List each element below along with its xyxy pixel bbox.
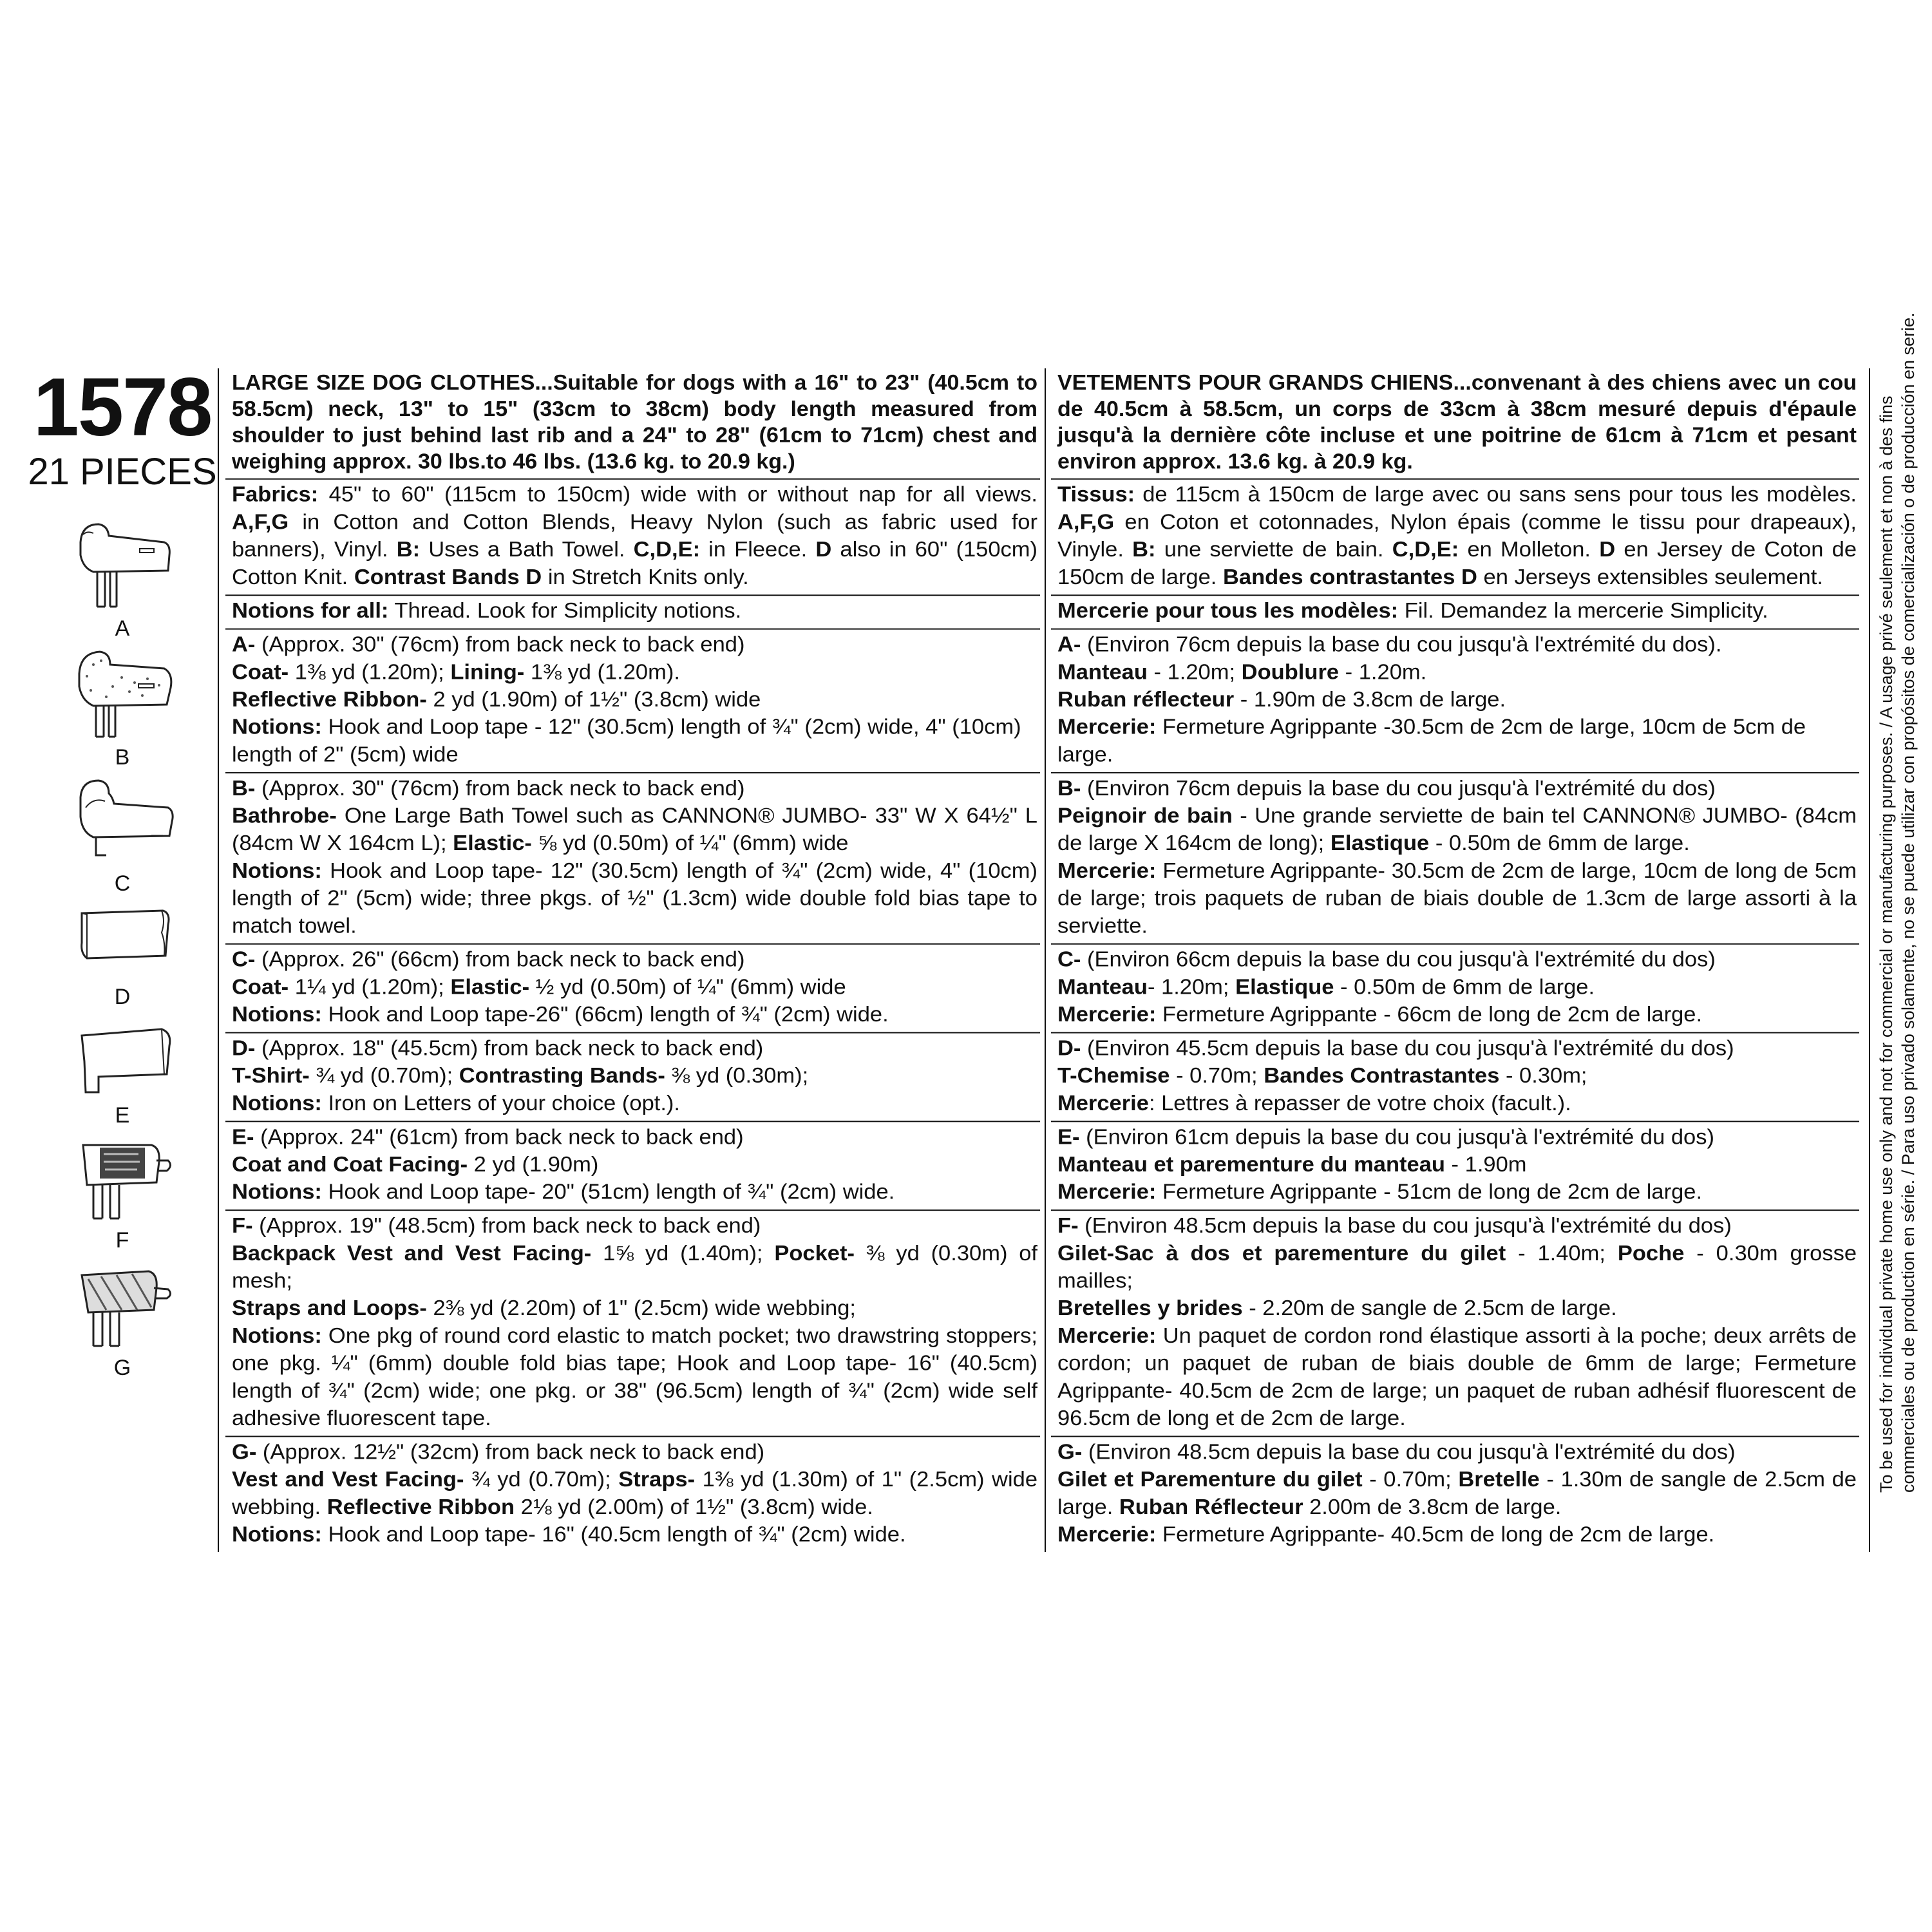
en-view-e — [225, 1122, 1040, 1211]
fr-view-f — [1051, 1211, 1859, 1437]
en-d-length: (Approx. 18" (45.5cm) from back neck to back end) — [255, 1036, 764, 1061]
fr-f-label: F- — [1057, 1213, 1079, 1238]
fr-c-item: Manteau — [1057, 975, 1148, 999]
en-g-item: Straps- — [618, 1467, 696, 1492]
fr-fabrics-text-5: en Jersey de Coton de 150cm de large. — [1057, 537, 1857, 589]
en-f-value: 2⅜ yd (2.20m) of 1" (2.5cm) wide webbing; — [426, 1296, 856, 1320]
fr-f-value: - 1.40m; — [1506, 1241, 1618, 1265]
en-d-notions-label: Notions: — [232, 1091, 322, 1115]
fr-g-length: (Environ 48.5cm depuis la base du cou jusqu'à l'extrémité du dos) — [1082, 1440, 1736, 1464]
en-b-notions-label: Notions: — [232, 858, 322, 883]
en-a-length: (Approx. 30" (76cm) from back neck to back end) — [255, 632, 745, 657]
en-notions-all-text: Thread. Look for Simplicity notions. — [388, 599, 742, 623]
fr-g-notions-label: Mercerie: — [1057, 1522, 1157, 1547]
fr-b-value: - Une grande serviette de bain tel CANNON® JUMBO- (84cm de large X 164cm de long); — [1057, 804, 1857, 855]
fr-fabrics-text-1: de 115cm à 150cm de large avec ou sans sens pour tous les modèles. — [1135, 482, 1857, 507]
en-f-value: ⅜ yd (0.30m) of mesh; — [232, 1241, 1038, 1293]
en-a-value: 1⅜ yd (1.20m). — [524, 660, 680, 685]
fr-f-item: Poche — [1617, 1241, 1685, 1265]
fr-fabrics — [1051, 480, 1859, 596]
en-a-item: Coat- — [232, 660, 289, 685]
fr-fabrics-text-3: une serviette de bain. — [1155, 537, 1392, 562]
en-c-value: 1¼ yd (1.20m); — [289, 975, 451, 999]
fr-f-notions-label: Mercerie: — [1057, 1323, 1157, 1348]
view-label-f: F — [115, 1228, 129, 1253]
en-c-notions-text: Hook and Loop tape-26" (66cm) length of ¾" (2cm) wide. — [321, 1002, 889, 1027]
fr-f-item: Gilet-Sac à dos et parementure du gilet — [1057, 1241, 1506, 1265]
en-fabrics-text-5: also in 60" (150cm) Cotton Knit. — [232, 537, 1037, 589]
fr-a-label: A- — [1057, 632, 1081, 657]
en-c-length: (Approx. 26" (66cm) from back neck to back end) — [255, 947, 745, 972]
dog-fleece-coat-icon — [68, 772, 177, 868]
fr-fabrics-text-4: en Molleton. — [1459, 537, 1600, 562]
en-b-value: ⅝ yd (0.50m) of ¼" (6mm) wide — [531, 831, 849, 855]
fr-fabrics-text-2: en Coton et cotonnades, Nylon épais (comme le tissu pour drapeaux), Vinyle. — [1057, 510, 1857, 562]
view-sketch-c — [52, 772, 193, 896]
en-c-item: Elastic- — [450, 975, 530, 999]
fr-g-item: Bretelle — [1458, 1467, 1540, 1492]
en-a-item: Lining- — [450, 660, 525, 685]
fr-view-d — [1051, 1034, 1859, 1122]
fr-b-label: B- — [1057, 776, 1081, 800]
en-view-g — [225, 1437, 1040, 1552]
en-g-length: (Approx. 12½" (32cm) from back neck to back end) — [256, 1440, 765, 1464]
fr-d-value: - 0.70m; — [1170, 1064, 1264, 1088]
fr-fabrics-views-4: D — [1599, 537, 1616, 562]
usage-notice — [1875, 269, 1919, 1493]
view-label-c: C — [114, 871, 131, 896]
en-view-a — [225, 630, 1040, 773]
en-d-label: D- — [232, 1036, 256, 1061]
fr-a-notions-text: Fermeture Agrippante -30.5cm de 2cm de large, 10cm de 5cm de large. — [1057, 715, 1806, 767]
fr-view-a — [1051, 630, 1859, 773]
en-b-value: One Large Bath Towel such as CANNON® JUMBO- 33" W X 64½" L (84cm W X 164cm L); — [232, 804, 1037, 855]
en-view-f — [225, 1211, 1040, 1437]
en-e-value: 2 yd (1.90m) — [468, 1152, 599, 1177]
view-sketch-f — [52, 1128, 193, 1253]
fr-e-notions-label: Mercerie: — [1057, 1180, 1157, 1204]
en-fabrics-views-4: D — [815, 537, 832, 562]
en-fabrics-text-4: in Fleece. — [700, 537, 816, 562]
fr-d-value: - 0.30m; — [1499, 1064, 1587, 1088]
view-sketch-d — [52, 891, 193, 1010]
en-b-notions-text: Hook and Loop tape- 12" (30.5cm) length of ¾" (2cm) wide, 4" (10cm) length of 2" (5cm) wide; three pkgs. of ½" (1.3cm) wide double fold bias tape to match towel. — [232, 858, 1037, 938]
en-fabrics-label: Fabrics: — [232, 482, 319, 507]
fr-d-length: (Environ 45.5cm depuis la base du cou jusqu'à l'extrémité du dos) — [1081, 1036, 1734, 1061]
en-b-length: (Approx. 30" (76cm) from back neck to back end) — [255, 776, 745, 800]
en-a-label: A- — [232, 632, 256, 657]
fr-view-e — [1051, 1122, 1859, 1211]
fr-a-notions-label: Mercerie: — [1057, 715, 1157, 739]
en-fabrics-text-2: in Cotton and Cotton Blends, Heavy Nylon (such as fabric used for banners), Vinyl. — [232, 510, 1037, 562]
fr-fabrics-views-1: A,F,G — [1057, 510, 1115, 535]
fr-fabrics-views-5: Bandes contrastantes D — [1222, 565, 1477, 589]
fr-c-item: Elastique — [1235, 975, 1334, 999]
en-b-label: B- — [232, 776, 256, 800]
fr-f-notions-text: Un paquet de cordon rond élastique assorti à la poche; deux arrêts de cordon; un paquet de ruban de biais double de 6mm de large; Fermeture Agrippante- 40.5cm de 2cm de large; un paquet de ruban adhésif fluorescent de 96.5cm de long et de 2cm de large. — [1057, 1323, 1857, 1430]
fr-a-value: - 1.20m. — [1339, 660, 1427, 685]
fr-title-text: VETEMENTS POUR GRANDS CHIENS...convenant à des chiens avec un cou de 40.5cm à 58.5cm, un corps de 33cm à 38cm mesuré depuis d'épaule jusqu'à la dernière côte incluse et une poitrine de 61cm à 71cm et pesant environ approx. 13.6 kg. à 20.9 kg. — [1057, 370, 1857, 474]
en-fabrics-views-2: B: — [396, 537, 421, 562]
en-e-length: (Approx. 24" (61cm) from back neck to back end) — [254, 1125, 744, 1150]
fr-g-notions-text: Fermeture Agrippante- 40.5cm de long de 2cm de large. — [1156, 1522, 1715, 1547]
piece-count: 21 PIECES — [28, 451, 217, 493]
en-d-item: T-Shirt- — [232, 1064, 310, 1088]
en-a-notions-text: Hook and Loop tape - 12" (30.5cm) length of ¾" (2cm) wide, 4" (10cm) length of 2" (5cm) wide — [232, 715, 1021, 767]
view-sketch-a — [52, 516, 193, 641]
en-fabrics — [225, 480, 1040, 596]
fr-fabrics-views-2: B: — [1132, 537, 1156, 562]
en-f-label: F- — [232, 1213, 253, 1238]
fr-b-notions-label: Mercerie: — [1057, 858, 1157, 883]
en-g-value: ¾ yd (0.70m); — [464, 1467, 619, 1492]
en-f-value: 1⅝ yd (1.40m); — [591, 1241, 775, 1265]
fr-a-length: (Environ 76cm depuis la base du cou jusqu'à l'extrémité du dos). — [1081, 632, 1722, 657]
fr-b-notions-text: Fermeture Agrippante- 30.5cm de 2cm de large, 10cm de long de 5cm de large; trois paquets de ruban de biais double de 1.3cm de large assorti à la serviette. — [1057, 858, 1857, 938]
en-f-item: Pocket- — [774, 1241, 855, 1265]
en-c-notions-label: Notions: — [232, 1002, 322, 1027]
en-fabrics-views-3: C,D,E: — [633, 537, 701, 562]
en-fabrics-text-6: in Stretch Knits only. — [542, 565, 749, 589]
fr-d-notions-text: : Lettres à repasser de votre choix (facult.). — [1148, 1091, 1571, 1115]
dog-tshirt-icon — [68, 891, 177, 981]
fr-c-notions-text: Fermeture Agrippante - 66cm de long de 2cm de large. — [1156, 1002, 1703, 1027]
en-b-item: Elastic- — [453, 831, 532, 855]
en-f-item: Straps and Loops- — [232, 1296, 427, 1320]
fr-g-label: G- — [1057, 1440, 1083, 1464]
fr-title — [1051, 368, 1859, 480]
fr-fabrics-label: Tissus: — [1057, 482, 1135, 507]
view-sketch-g — [52, 1256, 193, 1381]
fr-e-value: - 1.90m — [1444, 1152, 1527, 1177]
en-d-value: ¾ yd (0.70m); — [309, 1064, 459, 1088]
fr-b-item: Elastique — [1330, 831, 1430, 855]
fr-a-item: Doublure — [1241, 660, 1340, 685]
fr-b-length: (Environ 76cm depuis la base du cou jusqu'à l'extrémité du dos) — [1081, 776, 1716, 800]
fr-a-item: Manteau — [1057, 660, 1148, 685]
fr-d-item: T-Chemise — [1057, 1064, 1170, 1088]
fr-notions-all-label: Mercerie pour tous les modèles: — [1057, 599, 1399, 623]
en-view-d — [225, 1034, 1040, 1122]
dog-backpack-vest-icon — [68, 1128, 177, 1225]
en-a-value: 2 yd (1.90m) of 1½" (3.8cm) wide — [426, 687, 761, 712]
en-g-item: Vest and Vest Facing- — [232, 1467, 464, 1492]
fr-e-length: (Environ 61cm depuis la base du cou jusqu'à l'extrémité du dos) — [1079, 1125, 1714, 1150]
fr-f-value: - 0.30m grosse mailles; — [1057, 1241, 1857, 1293]
en-title — [225, 368, 1040, 480]
en-d-notions-text: Iron on Letters of your choice (opt.). — [321, 1091, 681, 1115]
en-view-b — [225, 773, 1040, 945]
en-c-value: ½ yd (0.50m) of ¼" (6mm) wide — [529, 975, 846, 999]
en-f-notions-label: Notions: — [232, 1323, 322, 1348]
fr-c-value: - 0.50m de 6mm de large. — [1334, 975, 1595, 999]
en-f-notions-text: One pkg of round cord elastic to match pocket; two drawstring stoppers; one pkg. ¼" (6mm) double fold bias tape; Hook and Loop tape- 16" (40.5cm) length of ¾" (2cm) wide; one pkg. or 38" (96.5cm) length of ¾" (2cm) wide self adhesive fluorescent tape. — [232, 1323, 1037, 1430]
view-label-d: D — [114, 985, 131, 1009]
fr-fabrics-text-6: en Jerseys extensibles seulement. — [1477, 565, 1823, 589]
fr-f-item: Bretelles y brides — [1057, 1296, 1243, 1320]
en-c-label: C- — [232, 947, 256, 972]
en-a-value: 1⅜ yd (1.20m); — [289, 660, 451, 685]
en-fabrics-text-3: Uses a Bath Towel. — [420, 537, 634, 562]
en-g-notions-text: Hook and Loop tape- 16" (40.5cm length of ¾" (2cm) wide. — [321, 1522, 906, 1547]
fr-g-value: 2.00m de 3.8cm de large. — [1303, 1495, 1562, 1519]
fr-d-notions-label: Mercerie — [1057, 1091, 1149, 1115]
dog-vest-icon — [68, 1256, 177, 1352]
fr-notions-all-text: Fil. Demandez la mercerie Simplicity. — [1398, 599, 1768, 623]
en-f-item: Backpack Vest and Vest Facing- — [232, 1241, 592, 1265]
fr-e-item: Manteau et parementure du manteau — [1057, 1152, 1445, 1177]
fr-g-value: - 0.70m; — [1362, 1467, 1459, 1492]
fr-b-item: Peignoir de bain — [1057, 804, 1233, 828]
fr-d-item: Bandes Contrastantes — [1264, 1064, 1500, 1088]
fr-fabrics-views-3: C,D,E: — [1392, 537, 1459, 562]
en-d-item: Contrasting Bands- — [459, 1064, 665, 1088]
en-g-value: 2⅛ yd (2.00m) of 1½" (3.8cm) wide. — [515, 1495, 873, 1519]
fr-view-g — [1051, 1437, 1859, 1552]
fr-d-label: D- — [1057, 1036, 1081, 1061]
en-f-length: (Approx. 19" (48.5cm) from back neck to back end) — [252, 1213, 761, 1238]
en-c-item: Coat- — [232, 975, 289, 999]
view-label-a: A — [115, 616, 130, 641]
fr-a-value: - 1.20m; — [1147, 660, 1242, 685]
en-g-notions-label: Notions: — [232, 1522, 322, 1547]
view-label-b: B — [115, 745, 130, 770]
fr-e-label: E- — [1057, 1125, 1080, 1150]
dog-bathrobe-icon — [68, 645, 177, 742]
en-title-text: LARGE SIZE DOG CLOTHES...Suitable for dogs with a 16" to 23" (40.5cm to 58.5cm) neck, 13" to 15" (33cm to 38cm) body length measured from shoulder to just behind last rib and a 24" to 28" (61cm to 71cm) chest and weighing approx. 30 lbs.to 46 lbs. (13.6 kg. to 20.9 kg.) — [232, 370, 1037, 474]
fr-c-notions-label: Mercerie: — [1057, 1002, 1157, 1027]
usage-notice-line-2: commerciales ou de production en série. / Para uso privado solamente, no se puede utilizar con propósitos de comercialización o de producción en serie. — [1899, 312, 1918, 1493]
en-g-value: 1⅜ yd (1.30m) of 1" (2.5cm) wide webbing. — [232, 1467, 1038, 1519]
en-g-label: G- — [232, 1440, 257, 1464]
column-divider-left — [218, 368, 219, 1552]
column-divider-middle — [1045, 368, 1046, 1552]
fr-f-length: (Environ 48.5cm depuis la base du cou jusqu'à l'extrémité du dos) — [1078, 1213, 1732, 1238]
en-a-item: Reflective Ribbon- — [232, 687, 427, 712]
notice-divider — [1869, 368, 1870, 1552]
en-e-notions-label: Notions: — [232, 1180, 322, 1204]
english-instructions — [225, 368, 1040, 1552]
fr-b-value: - 0.50m de 6mm de large. — [1429, 831, 1690, 855]
usage-notice-line-1: To be used for individual private home use only and not for commercial or manufacturing purposes. / A usage privé seulement et non à des fins — [1877, 395, 1896, 1493]
en-fabrics-text-1: 45" to 60" (115cm to 150cm) wide with or without nap for all views. — [318, 482, 1037, 507]
dog-coat-icon — [68, 1010, 177, 1100]
fr-view-c — [1051, 945, 1859, 1034]
view-label-e: E — [115, 1103, 130, 1128]
fr-g-value: - 1.30m de sangle de 2.5cm de large. — [1057, 1467, 1857, 1519]
french-instructions — [1051, 368, 1859, 1552]
en-e-label: E- — [232, 1125, 254, 1150]
view-sketch-b — [52, 645, 193, 770]
en-b-item: Bathrobe- — [232, 804, 337, 828]
en-fabrics-views-1: A,F,G — [232, 510, 289, 535]
view-label-g: G — [113, 1356, 131, 1380]
en-g-item: Reflective Ribbon — [327, 1495, 515, 1519]
fr-a-item: Ruban réflecteur — [1057, 687, 1235, 712]
fr-g-item: Ruban Réflecteur — [1119, 1495, 1303, 1519]
fr-c-label: C- — [1057, 947, 1081, 972]
en-d-value: ⅜ yd (0.30m); — [665, 1064, 809, 1088]
en-e-notions-text: Hook and Loop tape- 20" (51cm) length of ¾" (2cm) wide. — [321, 1180, 895, 1204]
fr-a-value: - 1.90m de 3.8cm de large. — [1234, 687, 1506, 712]
dog-coat-hooded-icon — [68, 516, 177, 613]
fr-f-value: - 2.20m de sangle de 2.5cm de large. — [1242, 1296, 1617, 1320]
pattern-number: 1578 — [33, 361, 212, 453]
en-fabrics-views-5: Contrast Bands D — [354, 565, 542, 589]
en-view-c — [225, 945, 1040, 1034]
en-notions-all — [225, 596, 1040, 629]
fr-g-item: Gilet et Parementure du gilet — [1057, 1467, 1363, 1492]
fr-notions-all — [1051, 596, 1859, 629]
en-a-notions-label: Notions: — [232, 715, 322, 739]
en-notions-all-label: Notions for all: — [232, 599, 389, 623]
en-e-item: Coat and Coat Facing- — [232, 1152, 468, 1177]
fr-view-b — [1051, 773, 1859, 945]
fr-e-notions-text: Fermeture Agrippante - 51cm de long de 2cm de large. — [1156, 1180, 1703, 1204]
view-sketch-e — [52, 1010, 193, 1128]
fr-c-length: (Environ 66cm depuis la base du cou jusqu'à l'extrémité du dos) — [1081, 947, 1716, 972]
fr-c-value: - 1.20m; — [1147, 975, 1236, 999]
